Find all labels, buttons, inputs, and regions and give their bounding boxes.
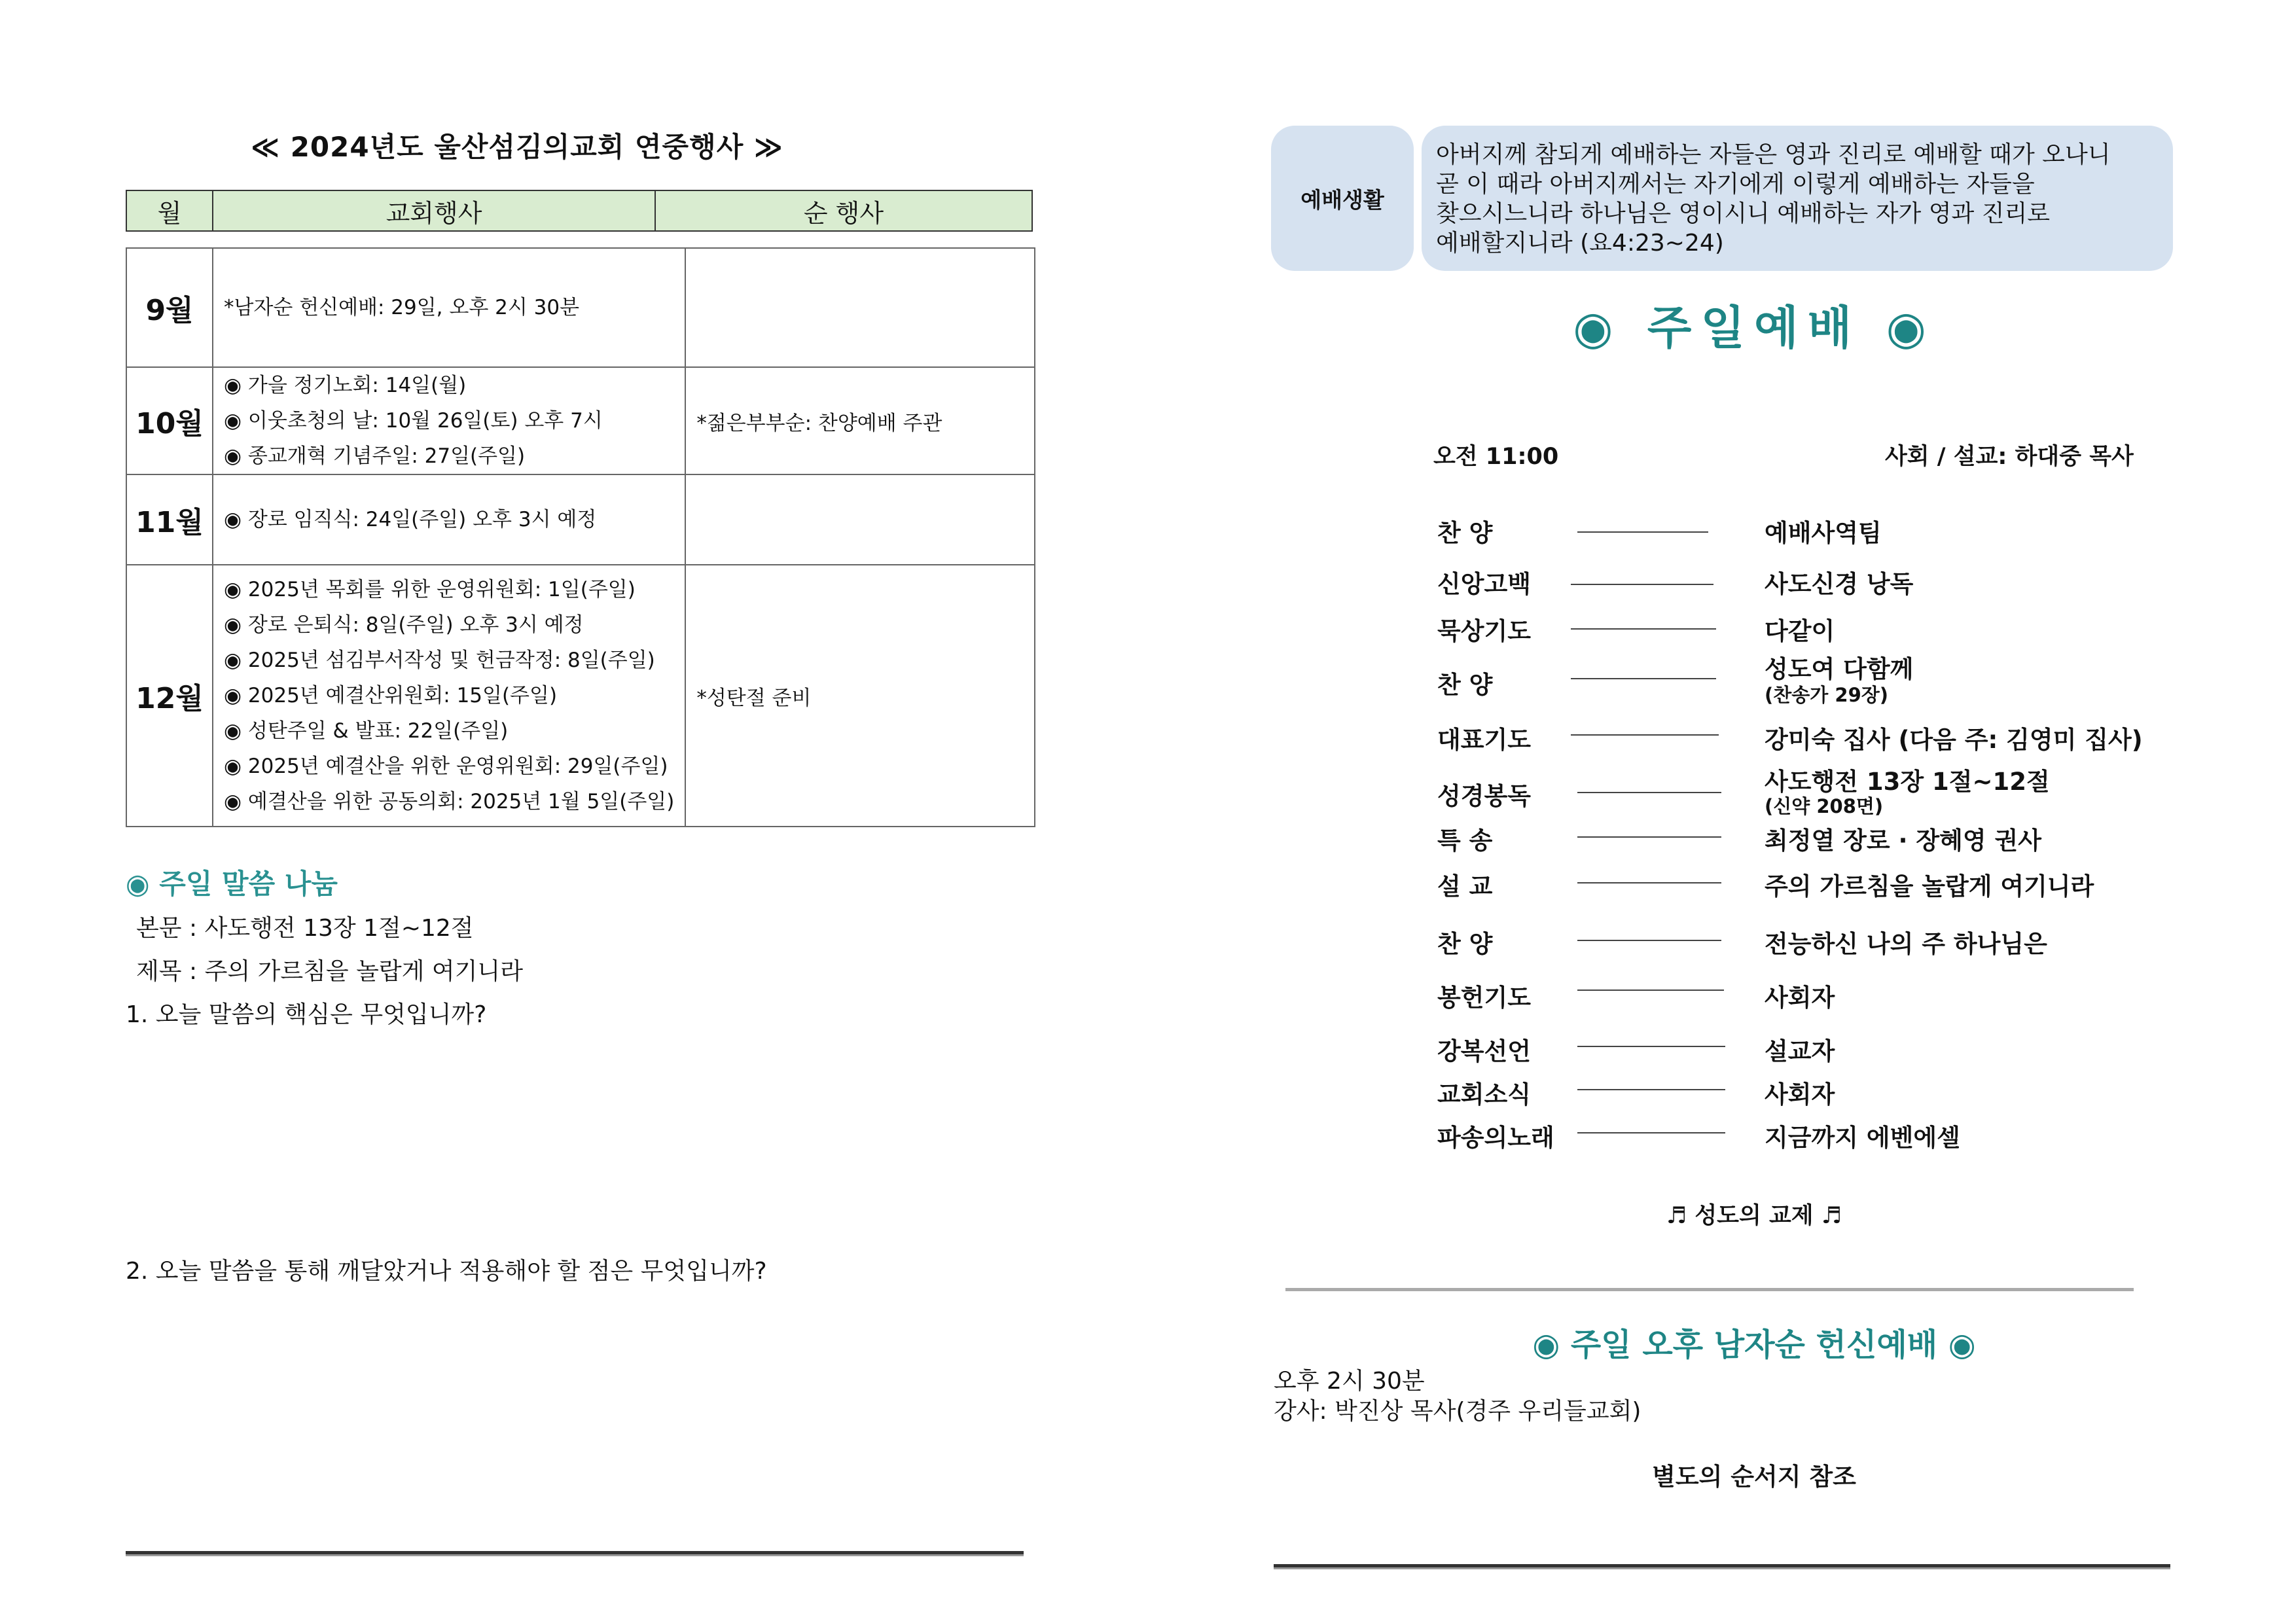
order-value: 다같이	[1765, 617, 1835, 645]
sharing-text-reference: 본문 : 사도행전 13장 1절~12절	[136, 915, 474, 942]
order-leader-line	[1577, 990, 1724, 991]
month-cell: 10월	[126, 367, 213, 474]
worship-leader: 사회 / 설교: 하대중 목사	[1885, 444, 2134, 470]
verse-box	[1422, 126, 2173, 271]
verse-line: 찾으시느니라 하나님은 영이시니 예배하는 자가 영과 진리로	[1436, 200, 2051, 227]
order-value: 성도여 다함께	[1765, 655, 1914, 683]
event-item: ◉ 장로 은퇴식: 8일(주일) 오후 3시 예정	[224, 613, 584, 637]
order-value: 사도신경 낭독	[1765, 570, 1914, 598]
event-item: ◉ 예결산을 위한 공동의회: 2025년 1월 5일(주일)	[224, 790, 675, 813]
order-label: 설 교	[1437, 872, 1493, 901]
order-leader-line	[1577, 882, 1721, 883]
order-label: 묵상기도	[1437, 617, 1531, 645]
order-label: 찬 양	[1437, 519, 1493, 547]
order-leader-line	[1577, 1089, 1725, 1090]
order-value: 설교자	[1765, 1037, 1835, 1065]
sharing-title: ◉ 주일 말씀 나눔	[126, 868, 338, 900]
month-cell: 9월	[126, 248, 213, 367]
calendar-row-december	[126, 565, 1035, 827]
church-events-cell	[213, 248, 685, 367]
order-leader-line	[1577, 531, 1708, 533]
order-sub: (신약 208면)	[1765, 795, 1884, 817]
order-value: 사회자	[1765, 984, 1835, 1012]
order-leader-line	[1571, 678, 1716, 679]
verse-line: 아버지께 참되게 예배하는 자들은 영과 진리로 예배할 때가 오나니	[1436, 141, 2111, 168]
order-label: 강복선언	[1437, 1037, 1531, 1065]
order-label: 성경봉독	[1437, 782, 1531, 810]
group-events-cell	[685, 248, 1035, 367]
event-item: ◉ 성탄주일 & 발표: 22일(주일)	[224, 719, 509, 743]
group-events-cell: *성탄절 준비	[685, 565, 1035, 827]
afternoon-note: 별도의 순서지 참조	[1652, 1463, 1856, 1491]
afternoon-speaker: 강사: 박진상 목사(경주 우리들교회)	[1274, 1398, 1641, 1425]
header-month: 월	[127, 191, 213, 230]
order-value: 전능하신 나의 주 하나님은	[1765, 930, 2047, 958]
calendar-title: ≪ 2024년도 울산섬김의교회 연중행사 ≫	[251, 131, 783, 163]
order-label: 봉헌기도	[1437, 984, 1531, 1012]
event-item: ◉ 2025년 목회를 위한 운영위원회: 1일(주일)	[224, 578, 636, 601]
order-label: 신앙고백	[1437, 570, 1531, 598]
worship-time: 오전 11:00	[1433, 444, 1559, 470]
afternoon-service-title: ◉ 주일 오후 남자순 헌신예배 ◉	[1532, 1327, 1976, 1363]
event-item: ◉ 장로 임직식: 24일(주일) 오후 3시 예정	[224, 508, 597, 531]
order-value: 최정열 장로 · 장혜영 권사	[1765, 827, 2042, 855]
worship-title: ◉ 주일예배 ◉	[1573, 301, 1935, 355]
order-label: 대표기도	[1437, 726, 1531, 754]
order-value: 사회자	[1765, 1080, 1835, 1109]
event-item: ◉ 종교개혁 기념주일: 27일(주일)	[224, 444, 526, 468]
month-cell: 12월	[126, 565, 213, 827]
order-value: 강미숙 집사 (다음 주: 김영미 집사)	[1765, 726, 2143, 754]
event-item: *남자순 헌신예배: 29일, 오후 2시 30분	[224, 296, 580, 319]
church-events-cell	[213, 474, 685, 565]
fellowship-note: ♬ 성도의 교제 ♬	[1666, 1203, 1842, 1229]
afternoon-time: 오후 2시 30분	[1274, 1368, 1425, 1395]
order-label: 찬 양	[1437, 671, 1493, 699]
order-leader-line	[1577, 940, 1721, 941]
event-item: ◉ 이웃초청의 날: 10월 26일(토) 오후 7시	[224, 409, 603, 433]
group-events-cell: *젊은부부순: 찬양예배 주관	[685, 367, 1035, 474]
event-item: ◉ 2025년 섬김부서작성 및 헌금작정: 8일(주일)	[224, 649, 655, 672]
calendar-row-september	[126, 248, 1035, 367]
order-leader-line	[1577, 1132, 1725, 1133]
calendar-row-november	[126, 474, 1035, 565]
order-label: 교회소식	[1437, 1080, 1531, 1109]
header-church-events: 교회행사	[213, 191, 656, 230]
event-item: ◉ 2025년 예결산을 위한 운영위원회: 29일(주일)	[224, 755, 668, 778]
order-value: 지금까지 에벤에셀	[1765, 1124, 1960, 1152]
church-events-cell	[213, 565, 685, 827]
sharing-subject: 제목 : 주의 가르침을 놀랍게 여기니라	[136, 958, 523, 985]
order-leader-line	[1577, 836, 1721, 838]
church-events-cell	[213, 367, 685, 474]
order-leader-line	[1571, 584, 1713, 585]
section-divider	[1285, 1288, 2134, 1291]
event-item: ◉ 2025년 예결산위원회: 15일(주일)	[224, 684, 558, 707]
bottom-divider-left	[126, 1551, 1024, 1556]
order-leader-line	[1577, 1046, 1725, 1047]
calendar-row-october	[126, 367, 1035, 474]
calendar-table	[126, 247, 1035, 827]
group-events-cell	[685, 474, 1035, 565]
order-value: 주의 가르침을 놀랍게 여기니라	[1765, 872, 2094, 901]
event-item: ◉ 가을 정기노회: 14일(월)	[224, 374, 467, 397]
month-cell: 11월	[126, 474, 213, 565]
question-2: 2. 오늘 말씀을 통해 깨달았거나 적용해야 할 점은 무엇입니까?	[126, 1258, 767, 1285]
order-leader-line	[1577, 792, 1721, 793]
verse-line: 곧 이 때라 아버지께서는 자기에게 이렇게 예배하는 자들을	[1436, 171, 2035, 198]
verse-line: 예배할지니라 (요4:23~24)	[1436, 230, 1724, 257]
order-label: 파송의노래	[1437, 1124, 1554, 1152]
order-leader-line	[1571, 628, 1716, 630]
order-label: 특 송	[1437, 827, 1493, 855]
order-leader-line	[1571, 734, 1719, 736]
question-1: 1. 오늘 말씀의 핵심은 무엇입니까?	[126, 1001, 487, 1028]
order-label: 찬 양	[1437, 930, 1493, 958]
order-sub: (찬송가 29장)	[1765, 684, 1889, 706]
order-value: 예배사역팀	[1765, 519, 1882, 547]
verse-label: 예배생활	[1271, 126, 1414, 271]
calendar-header	[126, 190, 1033, 232]
bottom-divider-right	[1274, 1564, 2170, 1569]
header-group-events: 순 행사	[803, 198, 884, 228]
order-value: 사도행전 13장 1절~12절	[1765, 768, 2050, 796]
